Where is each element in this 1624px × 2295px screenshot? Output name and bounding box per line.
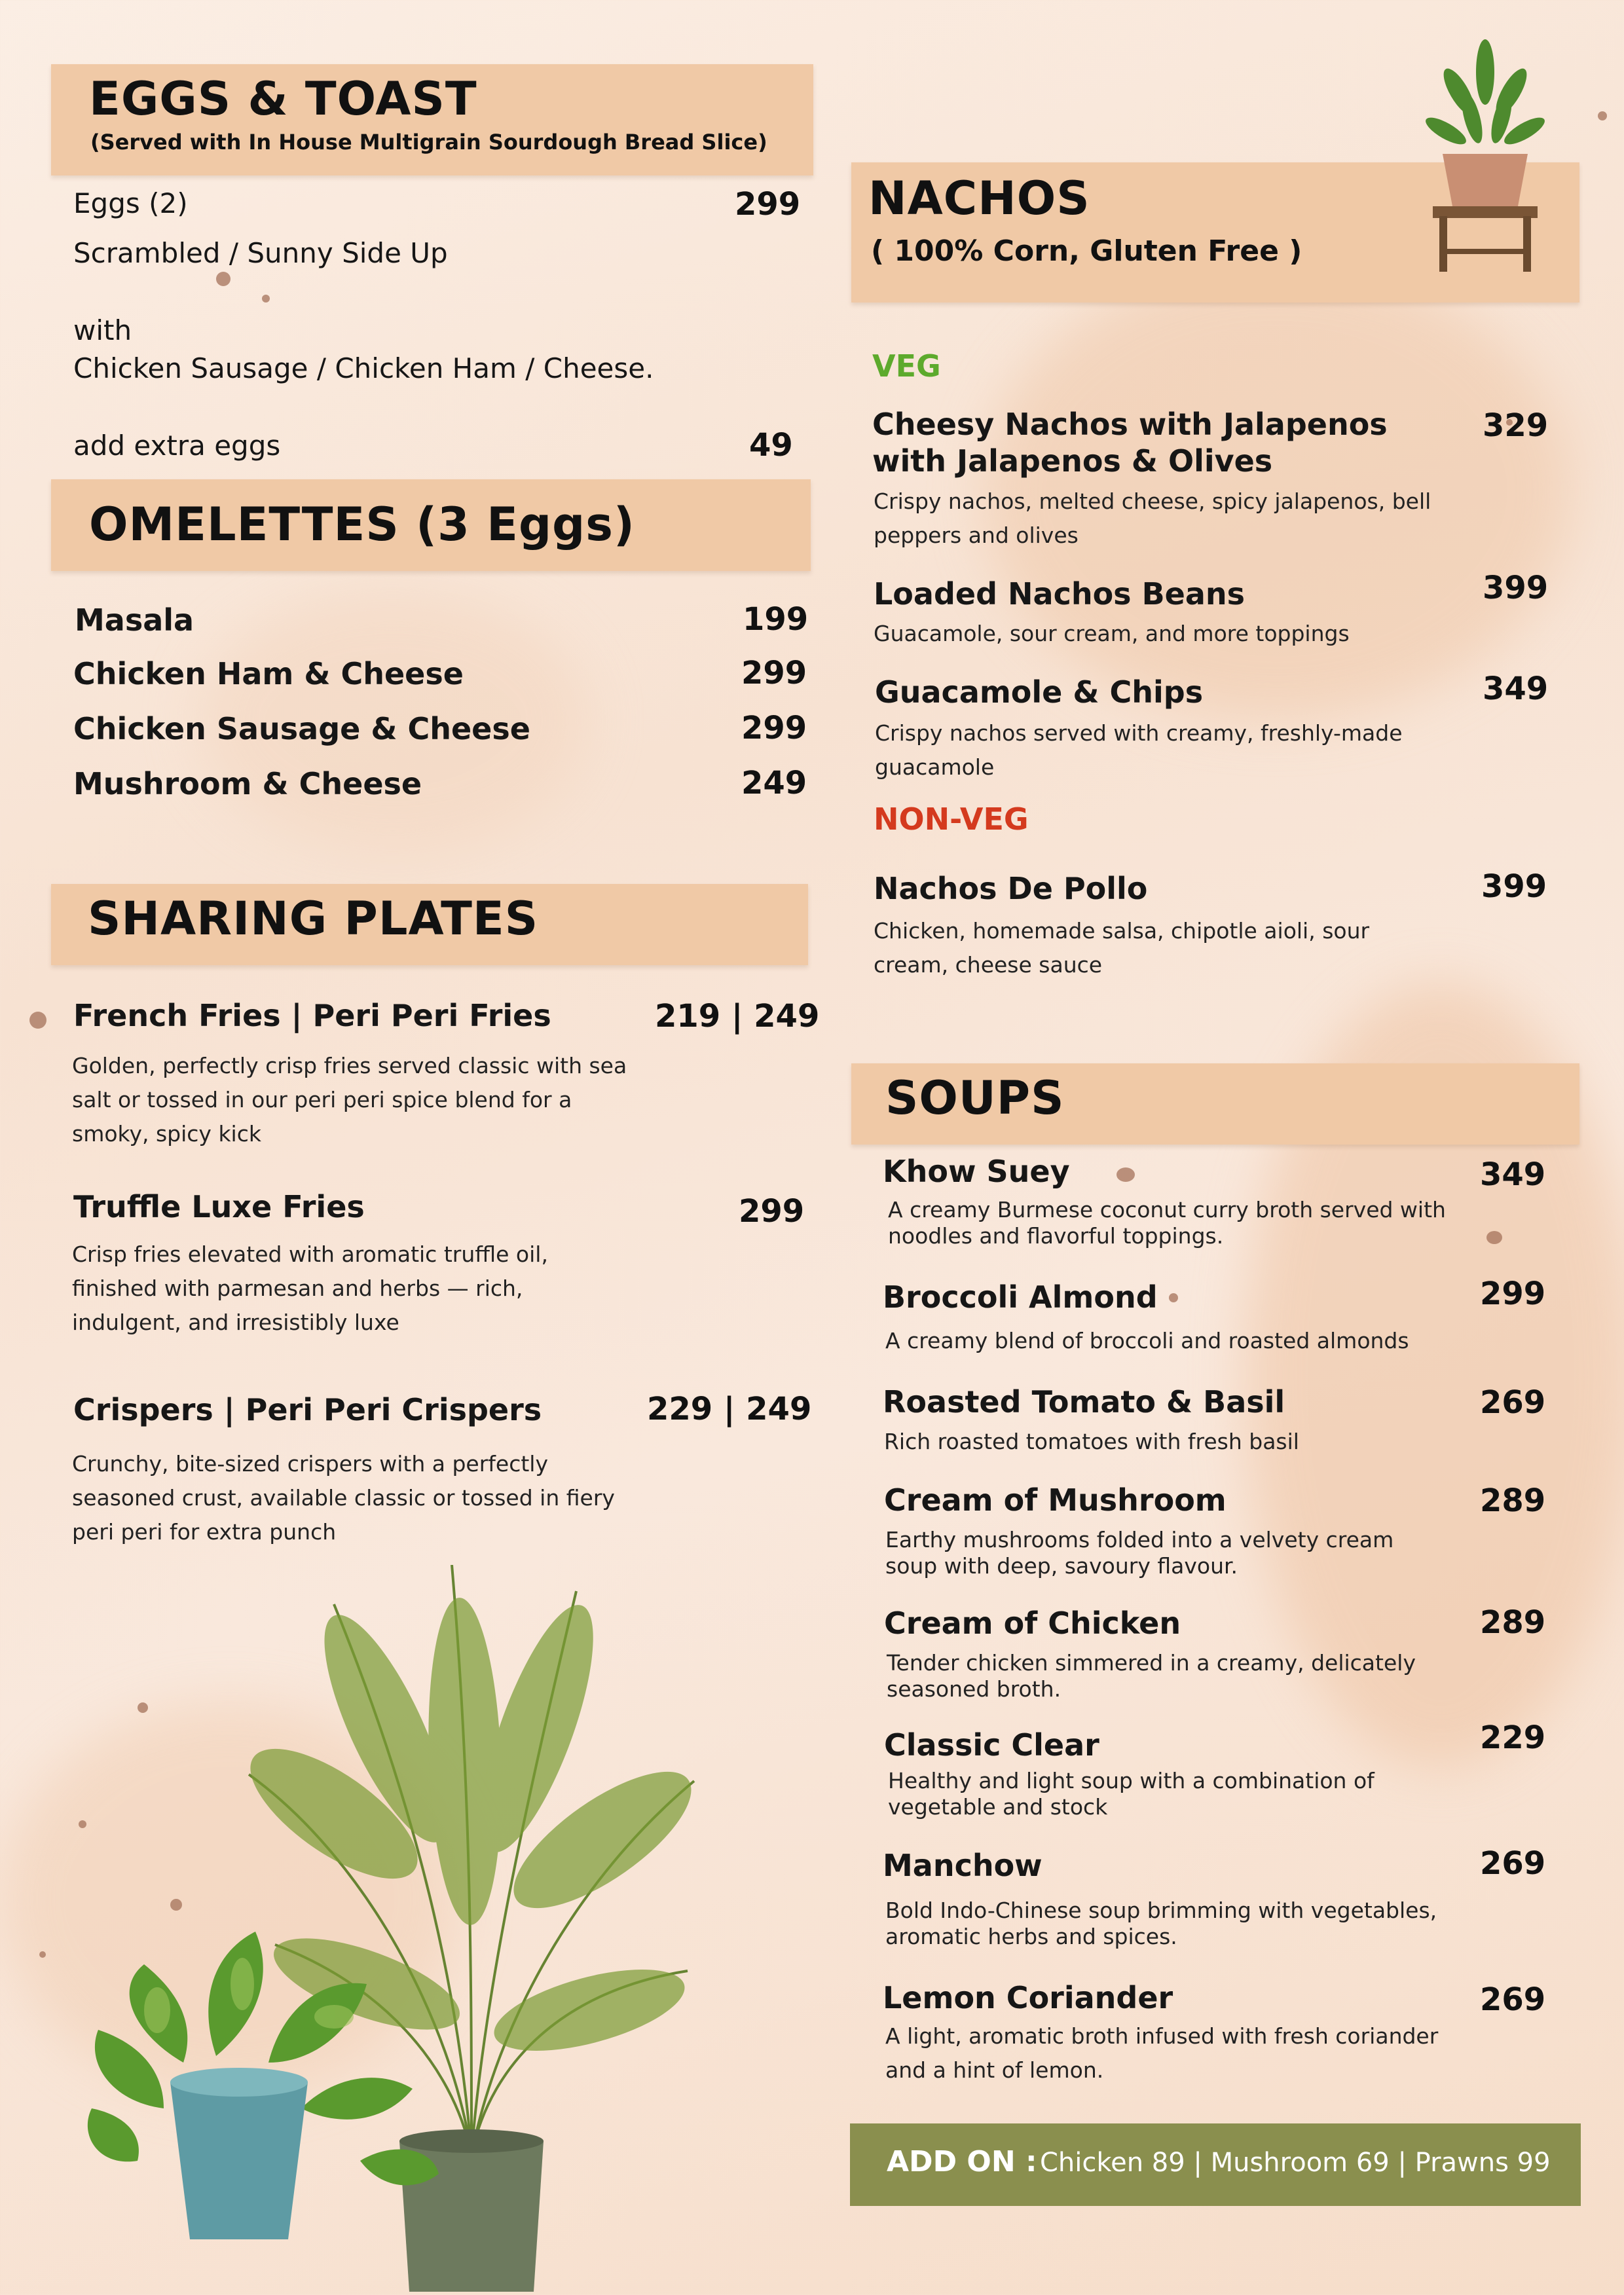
price-lemon-coriander: 269	[1480, 1981, 1546, 2018]
menu-item-guacamole-chips: Guacamole & Chips	[875, 674, 1204, 710]
menu-item-lemon-coriander: Lemon Coriander	[883, 1980, 1173, 2015]
price-extra-eggs: 49	[749, 427, 793, 464]
eggs-with-options: Chicken Sausage / Chicken Ham / Cheese.	[73, 352, 654, 384]
section-title-eggs-toast: EGGS & TOAST	[89, 72, 477, 126]
desc-guacamole-chips: Crispy nachos served with creamy, freshly-made guacamole	[875, 720, 1403, 780]
menu-item-khow-suey: Khow Suey	[883, 1154, 1070, 1189]
speckle	[1169, 1293, 1178, 1302]
section-subtitle-eggs-toast: (Served with In House Multigrain Sourdough Bread Slice)	[90, 130, 767, 155]
menu-item-manchow: Manchow	[883, 1848, 1043, 1883]
price-classic-clear: 229	[1480, 1719, 1546, 1756]
desc-lemon-coriander: A light, aromatic broth infused with fresh coriander and a hint of lemon.	[885, 2023, 1439, 2083]
price-chicken-ham-cheese: 299	[741, 655, 807, 691]
menu-item-broccoli-almond: Broccoli Almond	[883, 1279, 1158, 1315]
menu-item-eggs: Eggs (2)	[73, 187, 188, 219]
desc-broccoli-almond: A creamy blend of broccoli and roasted almonds	[885, 1328, 1409, 1353]
price-broccoli-almond: 299	[1480, 1276, 1546, 1312]
price-mushroom-cheese: 249	[741, 765, 807, 801]
section-title-soups: SOUPS	[885, 1071, 1065, 1125]
price-cream-of-chicken: 289	[1480, 1604, 1546, 1641]
speckle	[138, 1702, 148, 1713]
price-guacamole-chips: 349	[1483, 670, 1549, 707]
menu-item-chicken-ham-cheese: Chicken Ham & Cheese	[73, 656, 464, 691]
speckle	[1486, 1231, 1502, 1244]
desc-cream-of-mushroom: Earthy mushrooms folded into a velvety cream soup with deep, savoury flavour.	[885, 1527, 1394, 1579]
menu-item-mushroom-cheese: Mushroom & Cheese	[73, 766, 422, 801]
section-subtitle-nachos: ( 100% Corn, Gluten Free )	[871, 234, 1302, 268]
section-title-sharing-plates: SHARING PLATES	[88, 892, 539, 946]
price-loaded-nachos-beans: 399	[1483, 570, 1549, 606]
price-manchow: 269	[1480, 1845, 1546, 1882]
desc-nachos-de-pollo: Chicken, homemade salsa, chipotle aioli, sour cream, cheese sauce	[874, 918, 1370, 978]
veg-label: VEG	[872, 348, 941, 384]
speckle	[79, 1820, 86, 1828]
speckle	[39, 1951, 46, 1958]
desc-roasted-tomato-basil: Rich roasted tomatoes with fresh basil	[884, 1429, 1299, 1454]
price-nachos-de-pollo: 399	[1481, 868, 1547, 905]
menu-item-cream-of-chicken: Cream of Chicken	[884, 1606, 1181, 1641]
menu-item-nachos-de-pollo: Nachos De Pollo	[874, 871, 1148, 906]
speckle	[1598, 111, 1607, 120]
menu-item-cream-of-mushroom: Cream of Mushroom	[884, 1482, 1227, 1518]
menu-item-crispers: Crispers | Peri Peri Crispers	[73, 1392, 542, 1427]
desc-french-fries: Golden, perfectly crisp fries served classic with sea salt or tossed in our peri peri spice blend for a smoky, spicy kick	[72, 1053, 627, 1147]
eggs-style-options: Scrambled / Sunny Side Up	[73, 237, 448, 269]
add-on-label: ADD ON :	[887, 2145, 1037, 2178]
section-title-nachos: NACHOS	[868, 172, 1090, 225]
pothos-plant-icon	[85, 1912, 439, 2239]
menu-item-roasted-tomato-basil: Roasted Tomato & Basil	[883, 1384, 1285, 1420]
price-crispers: 229 | 249	[647, 1391, 812, 1427]
price-cream-of-mushroom: 289	[1480, 1482, 1546, 1519]
nonveg-label: NON-VEG	[874, 801, 1029, 837]
menu-item-classic-clear: Classic Clear	[884, 1727, 1099, 1763]
price-chicken-sausage-cheese: 299	[741, 710, 807, 746]
price-french-fries: 219 | 249	[655, 998, 820, 1035]
speckle	[29, 1012, 46, 1029]
add-on-items: Chicken 89 | Mushroom 69 | Prawns 99	[1040, 2148, 1551, 2178]
desc-cheesy-nachos: Crispy nachos, melted cheese, spicy jalapenos, bell peppers and olives	[874, 488, 1431, 548]
speckle	[170, 1899, 182, 1911]
price-eggs: 299	[735, 186, 801, 223]
desc-khow-suey: A creamy Burmese coconut curry broth served with noodles and flavorful toppings.	[888, 1197, 1446, 1249]
menu-item-masala: Masala	[75, 602, 194, 638]
section-title-omelettes: OMELETTES (3 Eggs)	[89, 498, 635, 551]
menu-item-truffle-luxe-fries: Truffle Luxe Fries	[73, 1189, 365, 1224]
desc-classic-clear: Healthy and light soup with a combination of vegetable and stock	[888, 1768, 1375, 1820]
desc-manchow: Bold Indo-Chinese soup brimming with vegetables, aromatic herbs and spices.	[885, 1898, 1437, 1949]
desc-crispers: Crunchy, bite-sized crispers with a perfectly seasoned crust, available classic or tossed in fiery peri peri for extra punch	[72, 1451, 615, 1545]
desc-loaded-nachos-beans: Guacamole, sour cream, and more toppings	[874, 621, 1350, 646]
speckle	[1116, 1167, 1135, 1182]
menu-item-french-fries: French Fries | Peri Peri Fries	[73, 998, 551, 1033]
extra-eggs-label: add extra eggs	[73, 430, 281, 462]
speckle	[262, 295, 270, 303]
price-roasted-tomato-basil: 269	[1480, 1384, 1546, 1421]
menu-item-cheesy-nachos: Cheesy Nachos with Jalapenos with Jalapenos & Olives	[872, 407, 1388, 479]
speckle	[216, 272, 231, 286]
menu-item-chicken-sausage-cheese: Chicken Sausage & Cheese	[73, 711, 530, 746]
price-masala: 199	[743, 601, 809, 638]
price-cheesy-nachos: 329	[1483, 407, 1549, 444]
desc-truffle-luxe-fries: Crisp fries elevated with aromatic truffle oil, finished with parmesan and herbs — rich, indulgent, and irresistibly luxe	[72, 1241, 548, 1335]
price-khow-suey: 349	[1480, 1156, 1546, 1193]
price-truffle-luxe-fries: 299	[739, 1193, 805, 1230]
eggs-with-label: with	[73, 314, 132, 346]
potted-plant-small-icon	[1420, 26, 1551, 275]
desc-cream-of-chicken: Tender chicken simmered in a creamy, delicately seasoned broth.	[887, 1650, 1416, 1702]
menu-item-loaded-nachos-beans: Loaded Nachos Beans	[874, 576, 1246, 612]
